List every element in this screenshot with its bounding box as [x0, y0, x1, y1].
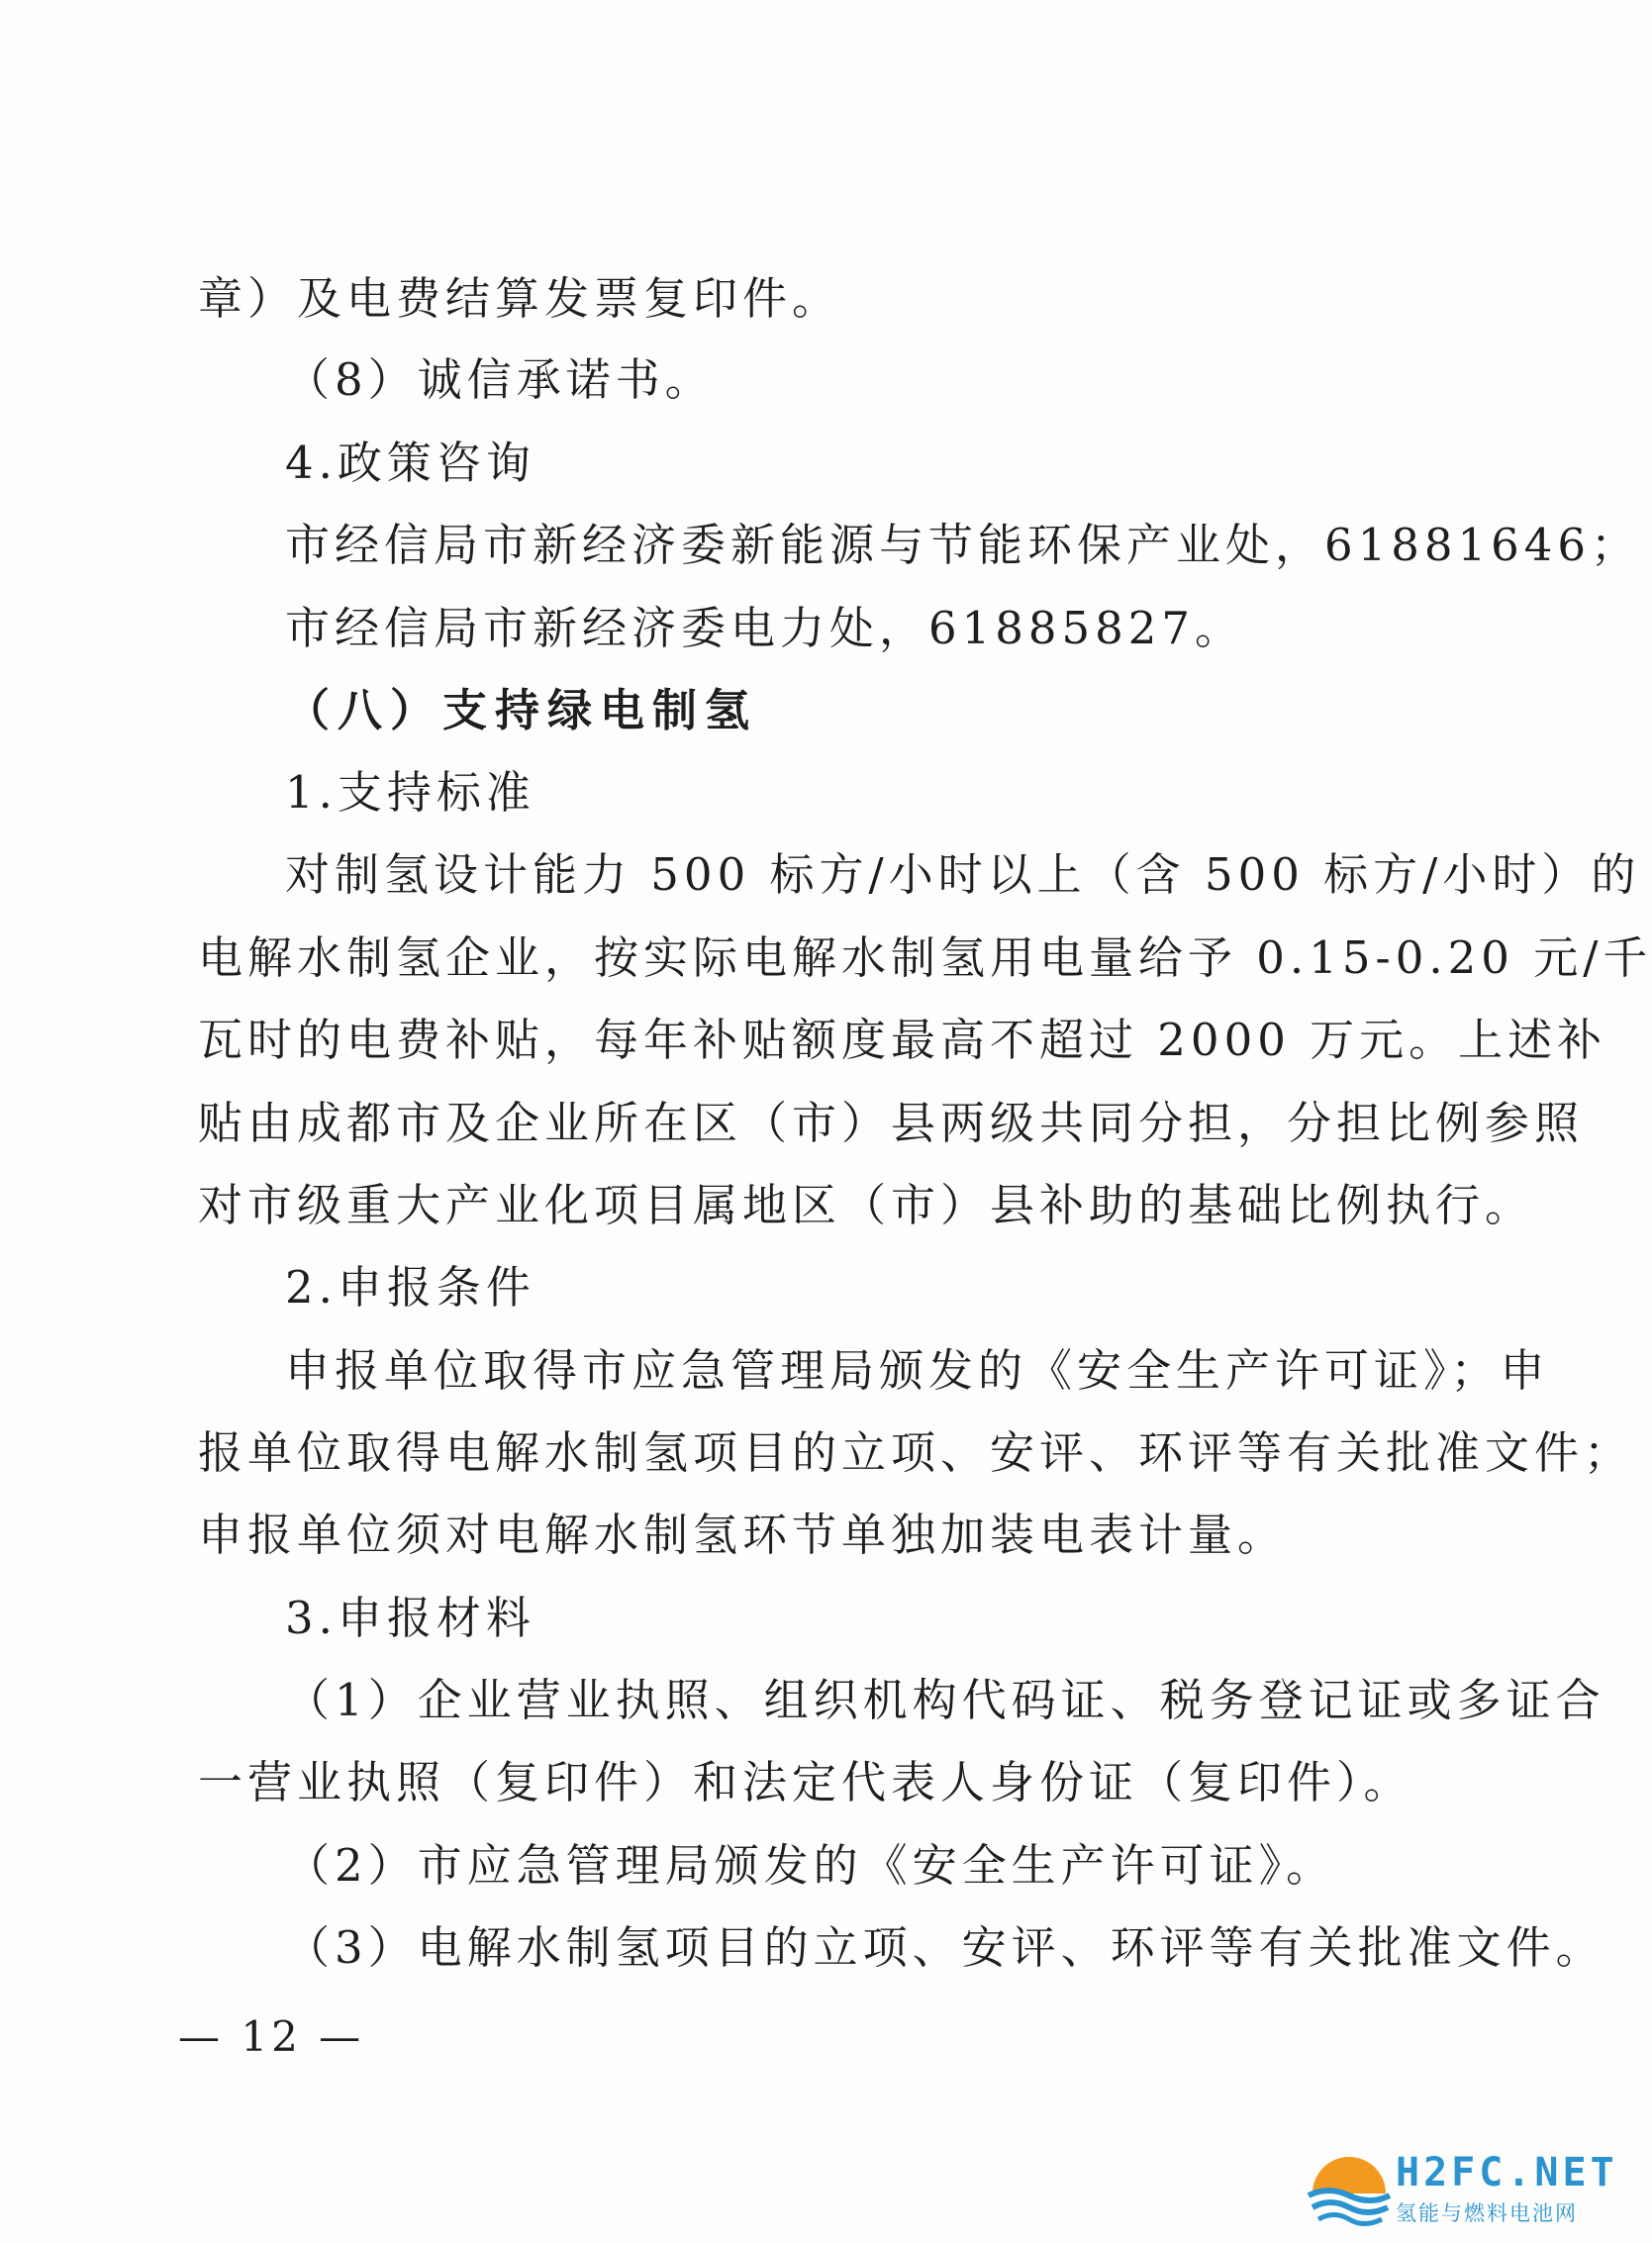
paragraph-line: 对市级重大产业化项目属地区（市）县补助的基础比例执行。 — [198, 1179, 1535, 1231]
material-item-1: （1）企业营业执照、组织机构代码证、税务登记证或多证合 — [285, 1674, 1605, 1726]
material-item-1-cont: 一营业执照（复印件）和法定代表人身份证（复印件）。 — [198, 1756, 1413, 1808]
item-8: （8）诚信承诺书。 — [285, 353, 715, 406]
paragraph-line: 申报单位取得市应急管理局颁发的《安全生产许可证》；申 — [285, 1344, 1550, 1397]
paragraph-line: 申报单位须对电解水制氢环节单独加装电表计量。 — [198, 1509, 1288, 1561]
subsection-3-heading: 3.申报材料 — [285, 1592, 535, 1644]
section-8-heading: （八）支持绿电制氢 — [285, 684, 758, 736]
paragraph-line: 瓦时的电费补贴，每年补贴额度最高不超过 2000 万元。上述补 — [198, 1014, 1607, 1066]
contact-line-1: 市经信局市新经济委新能源与节能环保产业处，61881646； — [285, 519, 1641, 571]
material-item-3: （3）电解水制氢项目的立项、安评、环评等有关批准文件。 — [285, 1921, 1605, 1974]
subsection-1-heading: 1.支持标准 — [285, 766, 535, 819]
paragraph-line: 报单位取得电解水制氢项目的立项、安评、环评等有关批准文件； — [198, 1426, 1634, 1479]
text-line-1: 章）及电费结算发票复印件。 — [198, 272, 842, 325]
paragraph-line: 电解水制氢企业，按实际电解水制氢用电量给予 0.15-0.20 元/千 — [198, 931, 1652, 984]
paragraph-line: 对制氢设计能力 500 标方/小时以上（含 500 标方/小时）的 — [285, 848, 1641, 901]
watermark-subtitle: 氢能与燃料电池网 — [1396, 2201, 1578, 2225]
watermark — [1305, 2148, 1618, 2227]
subsection-2-heading: 2.申报条件 — [285, 1261, 535, 1314]
contact-line-2: 市经信局市新经济委电力处，61885827。 — [285, 602, 1245, 654]
page-number: — 12 — — [178, 2012, 365, 2061]
section-4-heading: 4.政策咨询 — [285, 437, 535, 489]
paragraph-line: 贴由成都市及企业所在区（市）县两级共同分担，分担比例参照 — [198, 1097, 1585, 1149]
watermark-brand: H2FC.NET — [1396, 2150, 1618, 2195]
h2fc-logo-icon — [1305, 2148, 1394, 2227]
material-item-2: （2）市应急管理局颁发的《安全生产许可证》。 — [285, 1839, 1336, 1892]
